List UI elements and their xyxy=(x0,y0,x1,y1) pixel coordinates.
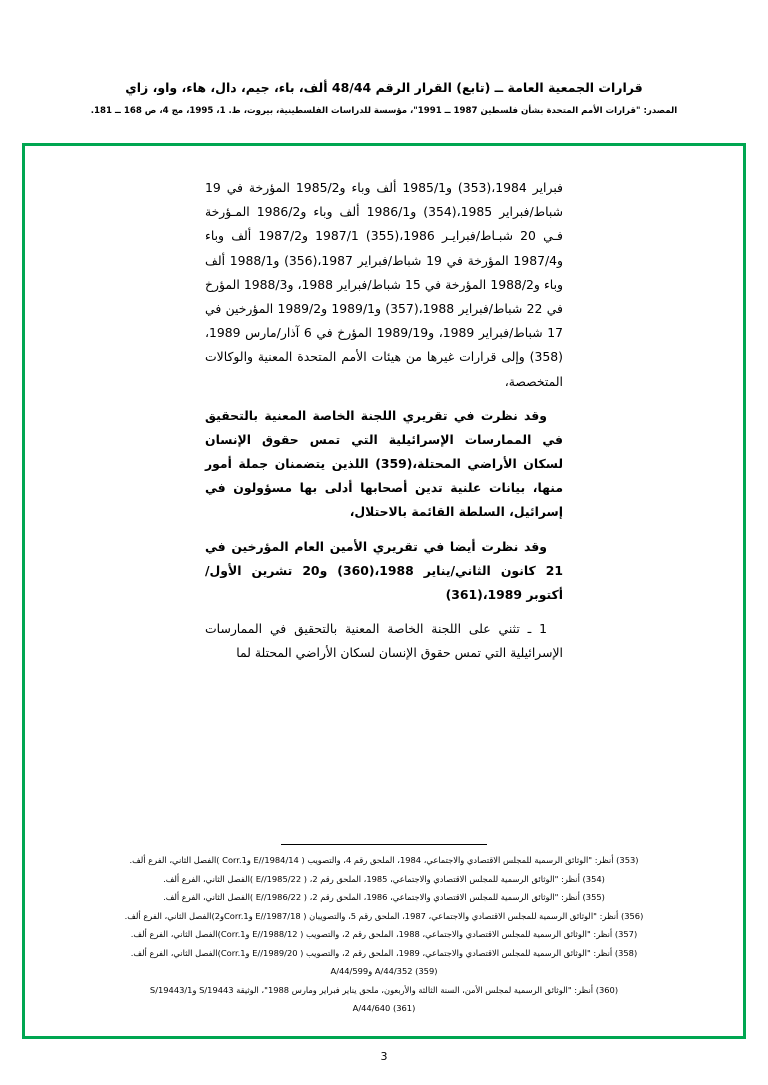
footnote-divider xyxy=(281,844,487,845)
footnote-item: (356) أنظر: "الوثائق الرسمية للمجلس الاقتصادي والاجتماعي، 1987، الملحق رقم 5، والتصويبان ( E//1987/18 وCorr.1و2)الفصل الثاني، الفرع ألف. xyxy=(124,910,644,921)
footnote-item: (353) أنظر: "الوثائق الرسمية للمجلس الاقتصادي والاجتماعي، 1984، الملحق رقم 4، والتصويب ( E//1984/14 وCorr.1 )الفصل الثاني، الفرع ألف. xyxy=(129,855,639,866)
footnote-item: (359) A/44/352 وA/44/599 xyxy=(330,966,438,977)
footnote-item: (355) أنظر: "الوثائق الرسمية للمجلس الاقتصادي والاجتماعي، 1986، الملحق رقم 2، ( E//1986/22 )الفصل الثاني، الفرع ألف. xyxy=(163,892,605,903)
footnote-section xyxy=(51,844,717,1020)
green-content-frame xyxy=(22,143,746,1039)
body-column xyxy=(205,176,563,666)
footnote-item: (357) أنظر: "الوثائق الرسمية للمجلس الاقتصادي والاجتماعي، 1988، الملحق رقم 2، والتصويب ( E//1988/12 وCorr.1)الفصل الثاني، الفرع ألف. xyxy=(130,929,638,940)
footnote-item: (354) أنظر: "الوثائق الرسمية للمجلس الاقتصادي والاجتماعي، 1985، الملحق رقم 2، ( E//1985/22 )الفصل الثاني، الفرع ألف. xyxy=(163,873,605,884)
paragraph-3: وقد نظرت أيضا في تقريري الأمين العام المؤرخين في 21 كانون الثاني/يناير 1988،(360) و20 تشرين الأول/أكتوبر 1989،(361) xyxy=(205,538,563,602)
source-line: المصدر: "قرارات الأمم المتحدة بشأن فلسطين 1987 ــ 1991"، مؤسسة للدراسات الفلسطينية، بيروت، ط. 1، 1995، مج 4، ص 168 ــ 181. xyxy=(90,106,678,116)
page-number: 3 xyxy=(380,1050,388,1063)
footnote-list xyxy=(51,853,717,1016)
footnote-item: (358) أنظر: "الوثائق الرسمية للمجلس الاقتصادي والاجتماعي، 1989، الملحق رقم 2، والتصويب ( E//1989/20 وCorr.1)الفصل الثاني، الفرع ألف. xyxy=(130,947,638,958)
frame-inner xyxy=(25,146,743,1036)
document-header xyxy=(0,0,768,118)
paragraph-2: وقد نظرت في تقريري اللجنة الخاصة المعنية بالتحقيق في الممارسات الإسرائيلية التي تمس حقوق الإنسان لسكان الأراضي المحتلة،(359) اللذين يتضمنان جملة أمور منها، بيانات علنية تدين أصحابها أدلى بها مسؤولون في إسرائيل، السلطة القائمة بالاحتلال، xyxy=(205,407,563,520)
page-title: قرارات الجمعية العامة ــ (تابع) القرار الرقم 48/44 ألف، باء، جيم، دال، هاء، واو، زاي xyxy=(125,80,643,95)
paragraph-1: فبراير 1984،(353) و1985/1 ألف وباء و1985/2 المؤرخة في 19 شباط/فبراير 1985،(354) و1986/1 ألف وباء و1986/2 المـؤرخة فـي 20 شبـاط/فبرايـر 1986،(355) 1987/1 و1987/2 ألف وباء و1987/4 المؤرخة في 19 شباط/فبراير 1987،(356) و1988/1 ألف وباء و1988/2 المؤرخة في 15 شباط/فبراير 1988، و1988/3 المؤرخ في 22 شباط/فبراير 1988،(357) و1989/1 و1989/2 المؤرخين في 17 شباط/فبراير 1989، و1989/19 المؤرخ في 6 آذار/مارس 1989،(358) وإلى قرارات غيرها من هيئات الأمم المتحدة المعنية والوكالات المتخصصة، xyxy=(205,180,564,389)
paragraph-4: 1 ـ تثني على اللجنة الخاصة المعنية بالتحقيق في الممارسات الإسرائيلية التي تمس حقوق الإنسان لسكان الأراضي المحتلة لما xyxy=(205,621,563,661)
footnote-item: (361) A/44/640 xyxy=(352,1003,416,1014)
footnote-item: (360) أنظر: "الوثائق الرسمية لمجلس الأمن، السنة الثالثة والأربعون، ملحق يناير فبراير ومارس 1988"، الوثيقة S/19443 وS/19443/1 xyxy=(149,984,619,995)
